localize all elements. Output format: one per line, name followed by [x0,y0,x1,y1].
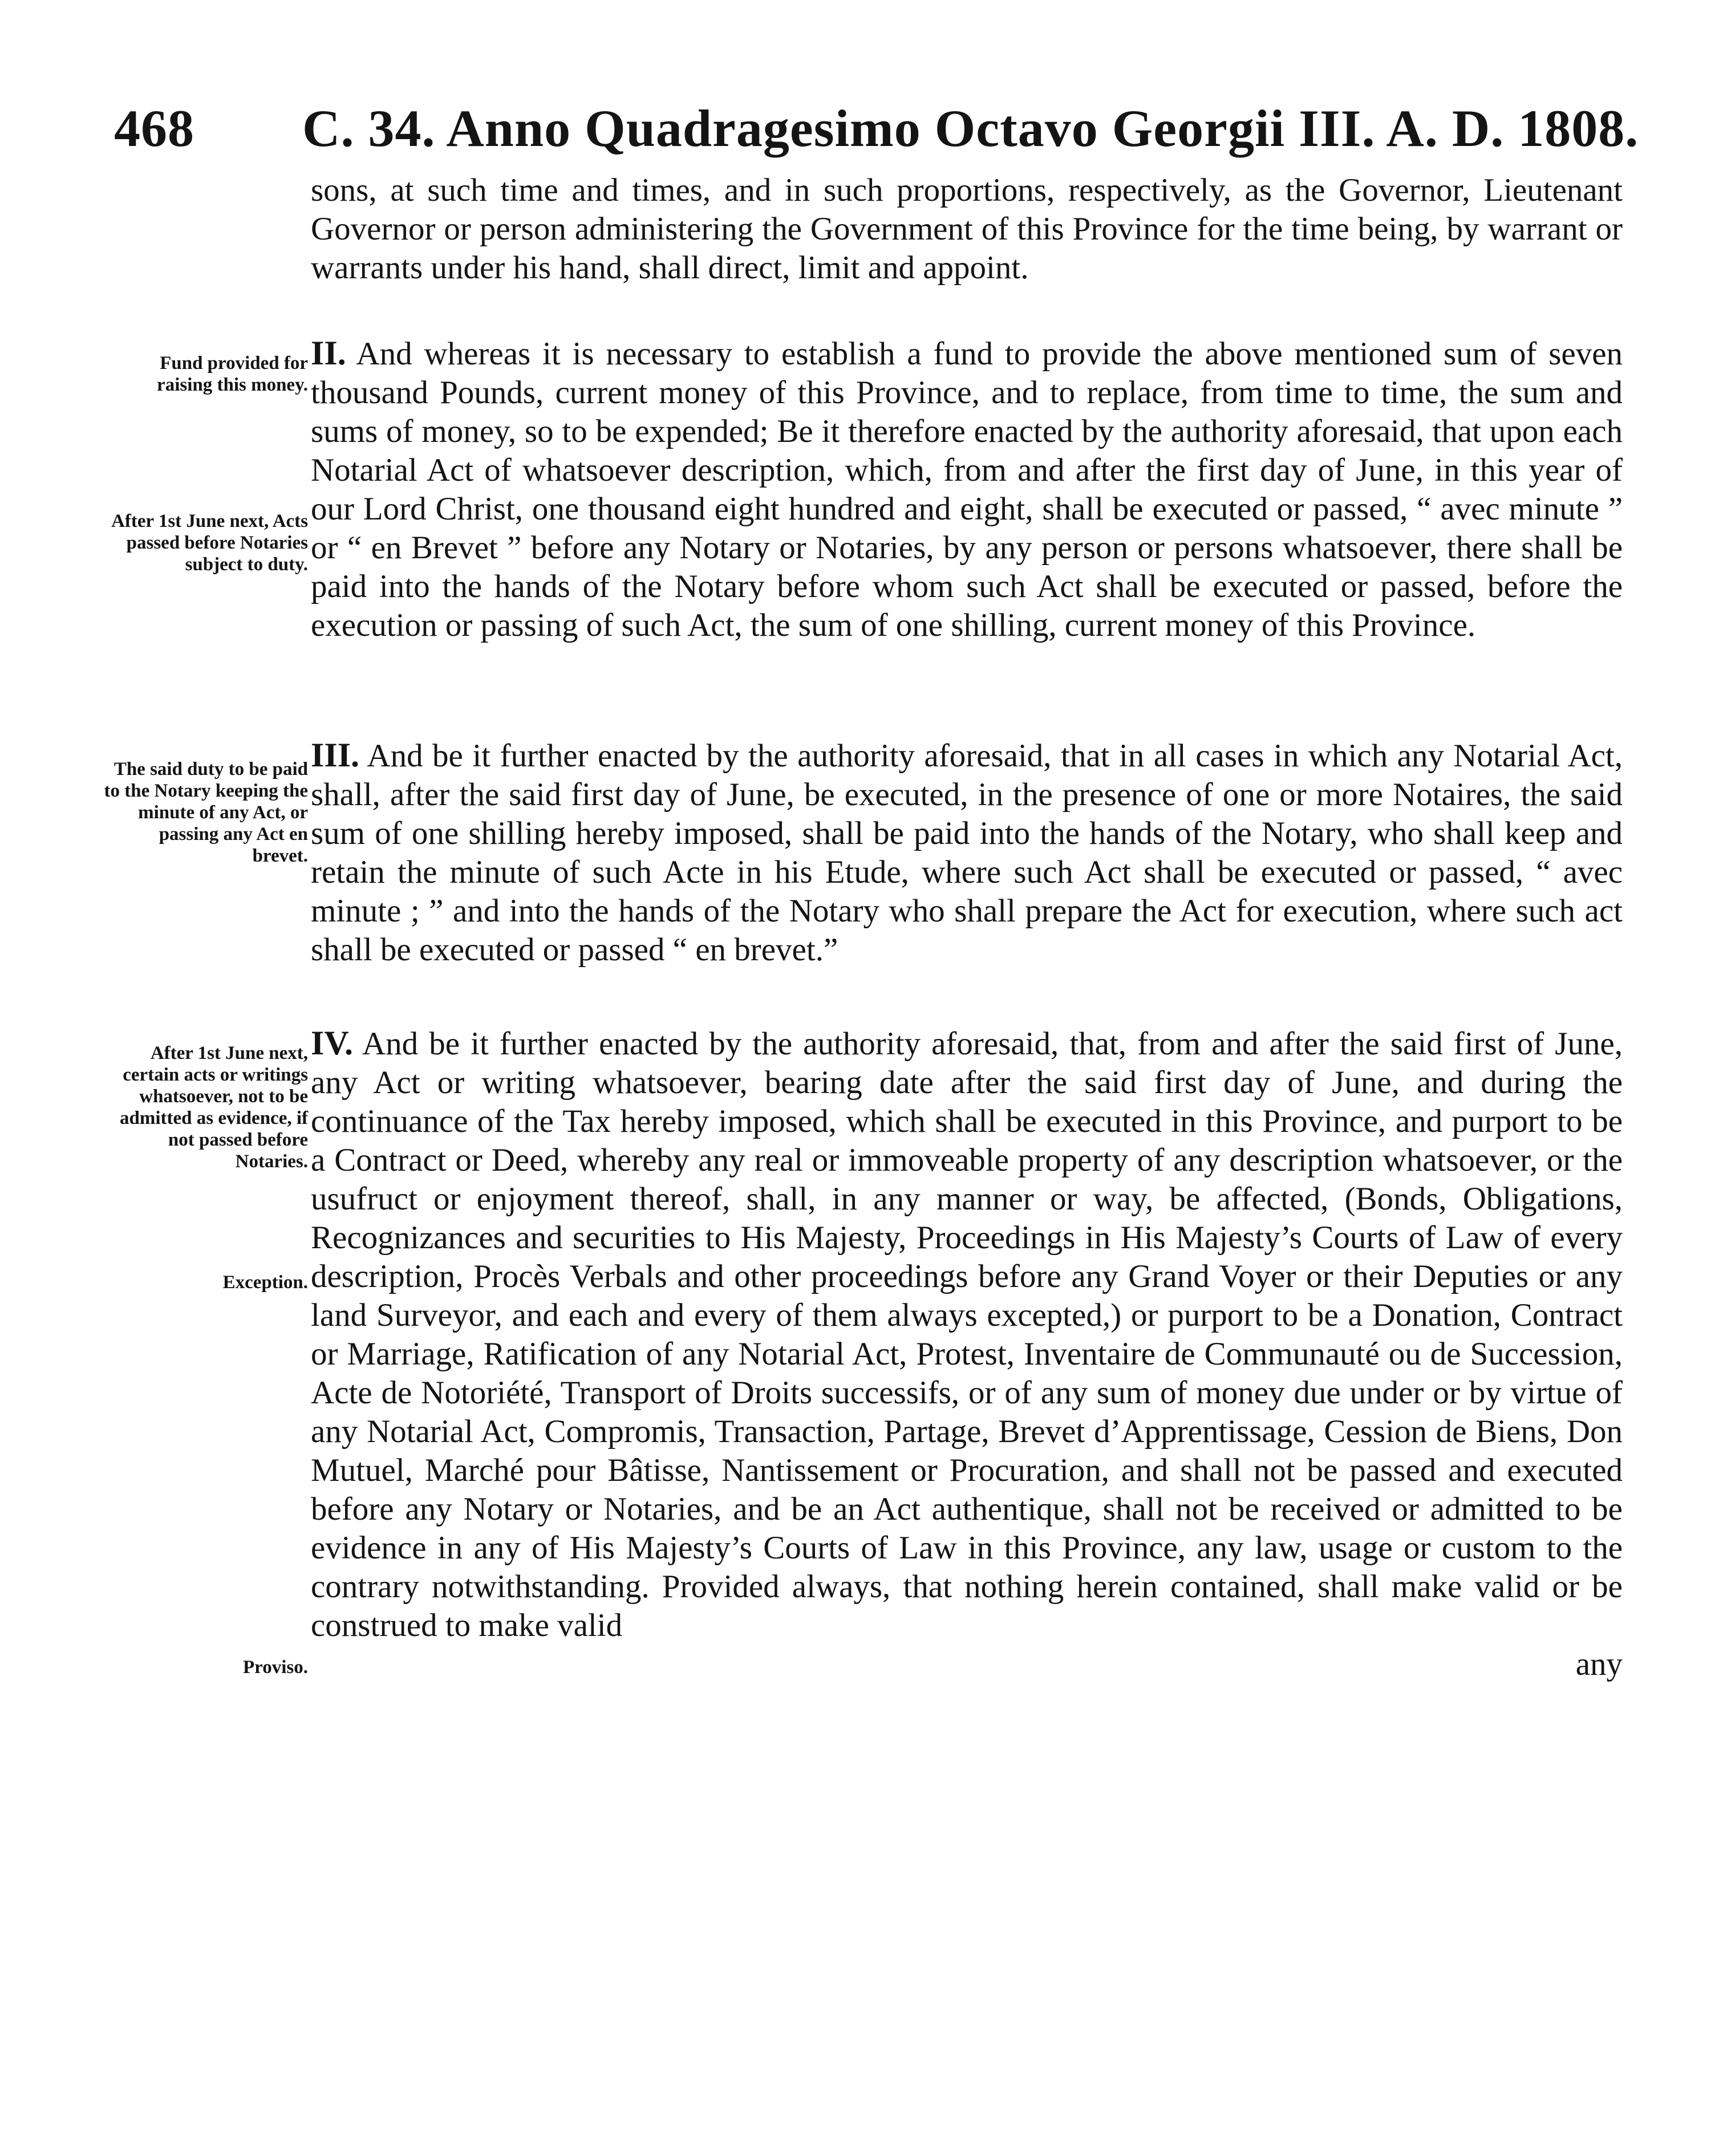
section-iv [311,1024,1623,1684]
section-iii [311,736,1623,969]
paragraph-text: And be it further enacted by the authority aforesaid, that in all cases in which any Notarial Act, shall, after the said first day of June, be executed, in the presence of one or more Notaires, the said sum of one shilling hereby imposed, shall be paid into the hands of the Notary, who shall keep and retain the minute of such Acte in his Etude, where such Act shall be executed or passed, “ avec minute ; ” and into the hands of the Notary who shall prepare the Act for execution, where such act shall be executed or passed “ en brevet.” [311,738,1623,968]
catchword: any [1575,1646,1623,1682]
running-title: C. 34. Anno Quadragesimo Octavo Georgii III. A. D. 1808. [302,99,1639,157]
margin-note-acts-not-admitted: After 1st June next, certain acts or writings whatsoever, not to be admitted as evidence, if not passed before Notaries. [120,1043,308,1172]
margin-note-duty-paid-to-notary: The said duty to be paid to the Notary keeping the minute of any Act, or passing any Act en brevet. [104,759,308,866]
margin-note-acts-subject-to-duty: After 1st June next, Acts passed before Notaries subject to duty. [111,511,308,575]
section-number: III. [311,736,360,774]
section-number: IV. [311,1024,353,1062]
paragraph-text: And whereas it is necessary to establish a fund to provide the above mentioned sum of seven thousand Pounds, current money of this Province, and to replace, from time to time, the sum and sums of money, so to be expended; Be it therefore enacted by the authority aforesaid, that upon each Notarial Act of whatsoever description, which, from and after the first day of June, in this year of our Lord Christ, one thousand eight hundred and eight, shall be executed or passed, “ avec minute ” or “ en Brevet ” before any Notary or Notaries, by any person or persons whatsoever, there shall be paid into the hands of the Notary before whom such Act shall be executed or passed, before the execution or passing of such Act, the sum of one shilling, current money of this Province. [311,336,1623,643]
paragraph-continuation [311,171,1623,287]
paragraph-text: And be it further enacted by the authority aforesaid, that, from and after the said first of June, any Act or writing whatsoever, bearing date after the said first day of June, and during the continuance of the Tax hereby imposed, which shall be executed in this Province, and purport to be a Contract or Deed, whereby any real or immoveable property of any description whatsoever, or the usufruct or enjoyment thereof, shall, in any manner or way, be affected, (Bonds, Obligations, Recognizances and securities to His Majesty, Proceedings in His Majesty’s Courts of Law of every description, Procès Verbals and other proceedings before any Grand Voyer or their Deputies or any land Surveyor, and each and every of them always excepted,) or purport to be a Donation, Contract or Marriage, Ratification of any Notarial Act, Protest, Inventaire de Communauté ou de Succession, Acte de Notoriété, Transport of Droits successifs, or of any sum of money due under or by virtue of any Notarial Act, Compromis, Transaction, Partage, Brevet d’Apprentissage, Cession de Biens, Don Mutuel, Marché pour Bâtisse, Nantissement or Procuration, and shall not be passed and executed before any Notary or Notaries, and be an Act authentique, shall not be received or admitted to be evidence in any of His Majesty’s Courts of Law in this Province, any law, usage or custom to the contrary notwithstanding. Provided always, that nothing herein contained, shall make valid or be construed to make valid [311,1026,1623,1643]
paragraph-text: sons, at such time and times, and in such proportions, respectively, as the Governor, Lieutenant Governor or person administering the Government of this Province for the time being, by warrant or warrants under his hand, shall direct, limit and appoint. [311,172,1623,286]
page-number: 468 [114,99,194,157]
margin-note-exception: Exception. [222,1272,308,1293]
section-number: II. [311,334,346,372]
running-header [114,86,1643,171]
margin-note-fund-provided: Fund provided for raising this money. [157,353,308,395]
section-ii [311,334,1623,645]
margin-note-proviso: Proviso. [243,1657,308,1678]
